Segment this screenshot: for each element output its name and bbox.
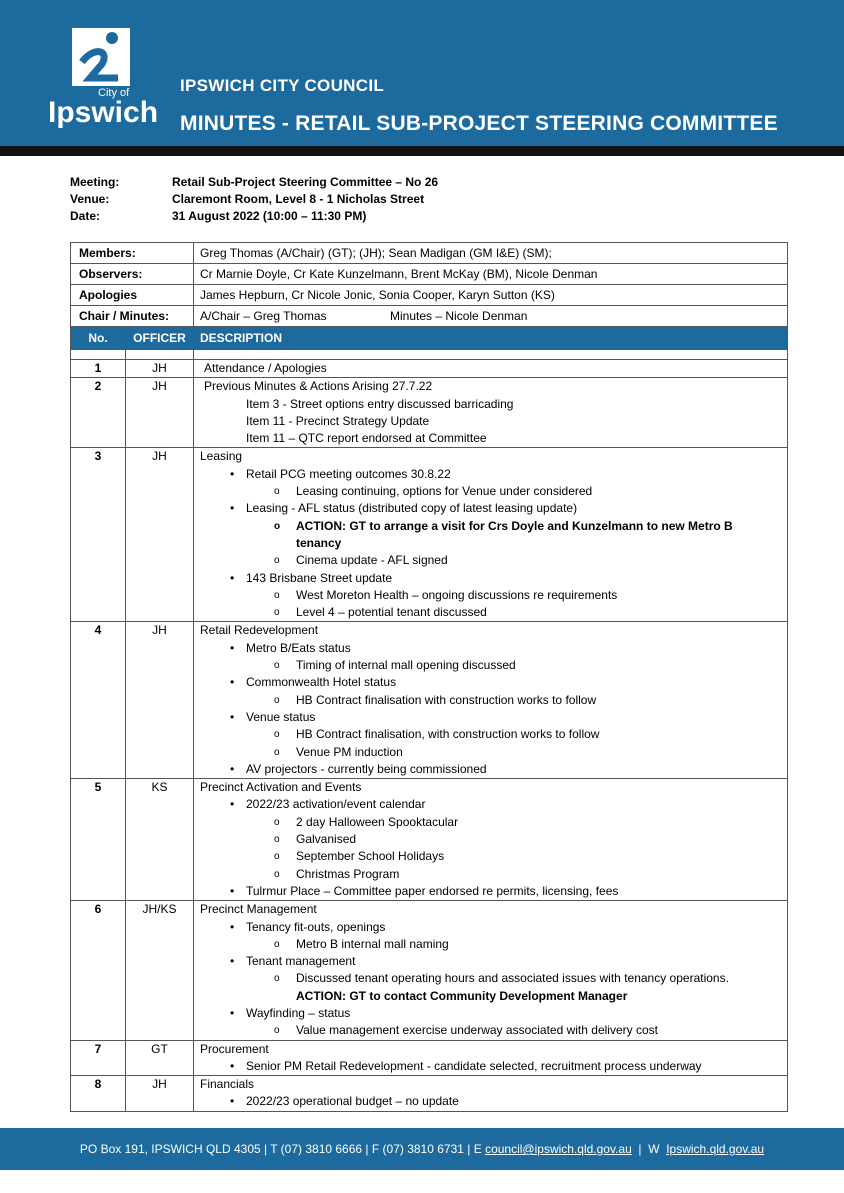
list-item: o HB Contract finalisation with construction works to follow (198, 692, 787, 709)
list-item: o Discussed tenant operating hours and associated issues with tenancy operations. (198, 970, 787, 987)
item-heading: Leasing (200, 449, 243, 464)
bullet-icon: • (230, 640, 235, 655)
col-header-description: DESCRIPTION (194, 327, 788, 350)
item-heading: Procurement (200, 1041, 269, 1056)
observers-value: Cr Marnie Doyle, Cr Kate Kunzelmann, Brent McKay (BM), Nicole Denman (194, 264, 788, 285)
item-officer: GT (126, 1040, 194, 1076)
action-item-continued: tenancy (296, 535, 342, 550)
item-officer: JH (126, 448, 194, 622)
list-item: o September School Holidays (198, 848, 787, 865)
list-item: o Leasing continuing, options for Venue under considered (198, 483, 787, 500)
list-item: • Tulrmur Place – Committee paper endorsed re permits, licensing, fees (198, 883, 787, 900)
list-item: • AV projectors - currently being commissioned (198, 761, 787, 778)
apologies-value: James Hepburn, Cr Nicole Jonic, Sonia Cooper, Karyn Sutton (KS) (194, 285, 788, 306)
members-label: Members: (71, 243, 194, 264)
list-item: o Level 4 – potential tenant discussed (198, 604, 787, 621)
list-item: o HB Contract finalisation, with construction works to follow (198, 726, 787, 743)
item-line: Item 11 – QTC report endorsed at Committee (246, 431, 487, 446)
item-number: 3 (71, 448, 126, 622)
sub-bullet-icon: o (274, 555, 280, 567)
sub-bullet-icon: o (274, 520, 281, 532)
col-header-officer: OFFICER (126, 327, 194, 350)
sub-bullet-icon: o (274, 973, 280, 985)
bullet-icon: • (230, 761, 235, 776)
item-line: Item 3 - Street options entry discussed barricading (246, 396, 514, 411)
item-number: 7 (71, 1040, 126, 1076)
table-row (71, 779, 788, 901)
sub-bullet-icon: o (274, 607, 280, 619)
action-item: o ACTION: GT to arrange a visit for Crs Doyle and Kunzelmann to new Metro B (198, 518, 787, 535)
email-link[interactable]: council@ipswich.qld.gov.au (485, 1142, 632, 1156)
list-item: • Metro B/Eats status (198, 640, 787, 657)
list-item: o Cinema update - AFL signed (198, 552, 787, 569)
minutes-table (70, 242, 788, 1112)
table-row (71, 622, 788, 779)
list-item: • Leasing - AFL status (distributed copy of latest leasing update) (198, 500, 787, 517)
item-number: 2 (71, 378, 126, 448)
apologies-label: Apologies (71, 285, 194, 306)
item-heading: Previous Minutes & Actions Arising 27.7.22 (204, 379, 433, 394)
list-item: • Retail PCG meeting outcomes 30.8.22 (198, 466, 787, 483)
bullet-icon: • (230, 883, 235, 898)
bullet-icon: • (230, 1094, 235, 1109)
list-item: • Senior PM Retail Redevelopment - candidate selected, recruitment process underway (198, 1058, 787, 1075)
observers-label: Observers: (71, 264, 194, 285)
item-officer: JH (126, 360, 194, 378)
sub-bullet-icon: o (274, 486, 280, 498)
list-item: o Timing of internal mall opening discussed (198, 657, 787, 674)
item-number: 6 (71, 901, 126, 1040)
bullet-icon: • (230, 466, 235, 481)
item-officer: JH (126, 1076, 194, 1112)
table-row (71, 360, 788, 378)
list-item: • Tenancy fit-outs, openings (198, 919, 787, 936)
venue-label: Venue: (70, 192, 110, 206)
list-item: • Commonwealth Hotel status (198, 674, 787, 691)
item-heading: Retail Redevelopment (200, 623, 319, 638)
sub-bullet-icon: o (274, 868, 280, 880)
list-item: o Galvanised (198, 831, 787, 848)
page-header (0, 0, 844, 146)
bullet-icon: • (230, 919, 235, 934)
bullet-icon: • (230, 709, 235, 724)
table-row (71, 448, 788, 622)
bullet-icon: • (230, 797, 235, 812)
sub-bullet-icon: o (274, 694, 280, 706)
list-item: • Wayfinding – status (198, 1005, 787, 1022)
sub-bullet-icon: o (274, 589, 280, 601)
footer-contact: PO Box 191, IPSWICH QLD 4305 | T (07) 3810 6666 | F (07) 3810 6731 | E (79, 1142, 482, 1156)
table-header (71, 327, 788, 350)
item-heading: Financials (200, 1077, 255, 1092)
item-number: 4 (71, 622, 126, 779)
council-name: IPSWICH CITY COUNCIL (180, 76, 385, 95)
bullet-icon: • (230, 675, 235, 690)
sub-bullet-icon: o (274, 1025, 280, 1037)
list-item: o Value management exercise underway associated with delivery cost (198, 1022, 787, 1039)
table-row (71, 1040, 788, 1076)
item-heading: Precinct Management (200, 902, 317, 917)
item-officer: JH (126, 622, 194, 779)
col-header-no: No. (71, 327, 126, 350)
list-item: • Tenant management (198, 953, 787, 970)
list-item: o Christmas Program (198, 866, 787, 883)
table-row (71, 1076, 788, 1112)
svg-text:Ipswich: Ipswich (48, 96, 158, 129)
svg-text:City of: City of (98, 87, 130, 99)
bullet-icon: • (230, 954, 235, 969)
venue-value: Claremont Room, Level 8 - 1 Nicholas Street (172, 192, 425, 206)
action-item: ACTION: GT to contact Community Development Manager (296, 988, 628, 1003)
item-number: 8 (71, 1076, 126, 1112)
bullet-icon: • (230, 501, 235, 516)
city-of-ipswich-logo (46, 24, 158, 130)
bullet-icon: • (230, 1005, 235, 1020)
chair-value: A/Chair – Greg Thomas (200, 309, 327, 323)
date-label: Date: (70, 209, 101, 223)
item-heading: Precinct Activation and Events (200, 780, 362, 795)
observers-row (71, 264, 788, 285)
meeting-label: Meeting: (70, 175, 120, 189)
list-item: • 143 Brisbane Street update (198, 570, 787, 587)
chair-label: Chair / Minutes: (71, 306, 194, 327)
list-item: o 2 day Halloween Spooktacular (198, 814, 787, 831)
sub-bullet-icon: o (274, 729, 280, 741)
members-value: Greg Thomas (A/Chair) (GT); (JH); Sean Madigan (GM I&E) (SM); (194, 243, 788, 264)
sub-bullet-icon: o (274, 834, 280, 846)
item-heading: Attendance / Apologies (204, 361, 327, 375)
website-link[interactable]: Ipswich.qld.gov.au (666, 1142, 765, 1156)
list-item: o Metro B internal mall naming (198, 936, 787, 953)
item-line: Item 11 - Precinct Strategy Update (246, 413, 430, 428)
item-officer: JH/KS (126, 901, 194, 1040)
header-divider (0, 146, 844, 156)
sub-bullet-icon: o (274, 816, 280, 828)
sub-bullet-icon: o (274, 746, 280, 758)
members-row (71, 243, 788, 264)
bullet-icon: • (230, 1058, 235, 1073)
item-officer: JH (126, 378, 194, 448)
page-footer (0, 1128, 844, 1170)
table-row (71, 901, 788, 1040)
item-number: 5 (71, 779, 126, 901)
date-value: 31 August 2022 (10:00 – 11:30 PM) (172, 209, 367, 223)
page-title: MINUTES - RETAIL SUB-PROJECT STEERING COMMITTEE (180, 112, 778, 135)
bullet-icon: • (230, 570, 235, 585)
chair-row (71, 306, 788, 327)
meeting-info (70, 174, 438, 225)
apologies-row (71, 285, 788, 306)
list-item: • 2022/23 operational budget – no update (198, 1093, 787, 1110)
table-row (71, 378, 788, 448)
sub-bullet-icon: o (274, 660, 280, 672)
meeting-value: Retail Sub-Project Steering Committee – No 26 (172, 175, 439, 189)
list-item: o Venue PM induction (198, 744, 787, 761)
list-item: o West Moreton Health – ongoing discussions re requirements (198, 587, 787, 604)
item-officer: KS (126, 779, 194, 901)
list-item: • Venue status (198, 709, 787, 726)
sub-bullet-icon: o (274, 938, 280, 950)
list-item: • 2022/23 activation/event calendar (198, 796, 787, 813)
minutes-value: Minutes – Nicole Denman (390, 309, 528, 323)
item-number: 1 (71, 360, 126, 378)
footer-separator: | W (631, 1142, 667, 1156)
sub-bullet-icon: o (274, 851, 280, 863)
